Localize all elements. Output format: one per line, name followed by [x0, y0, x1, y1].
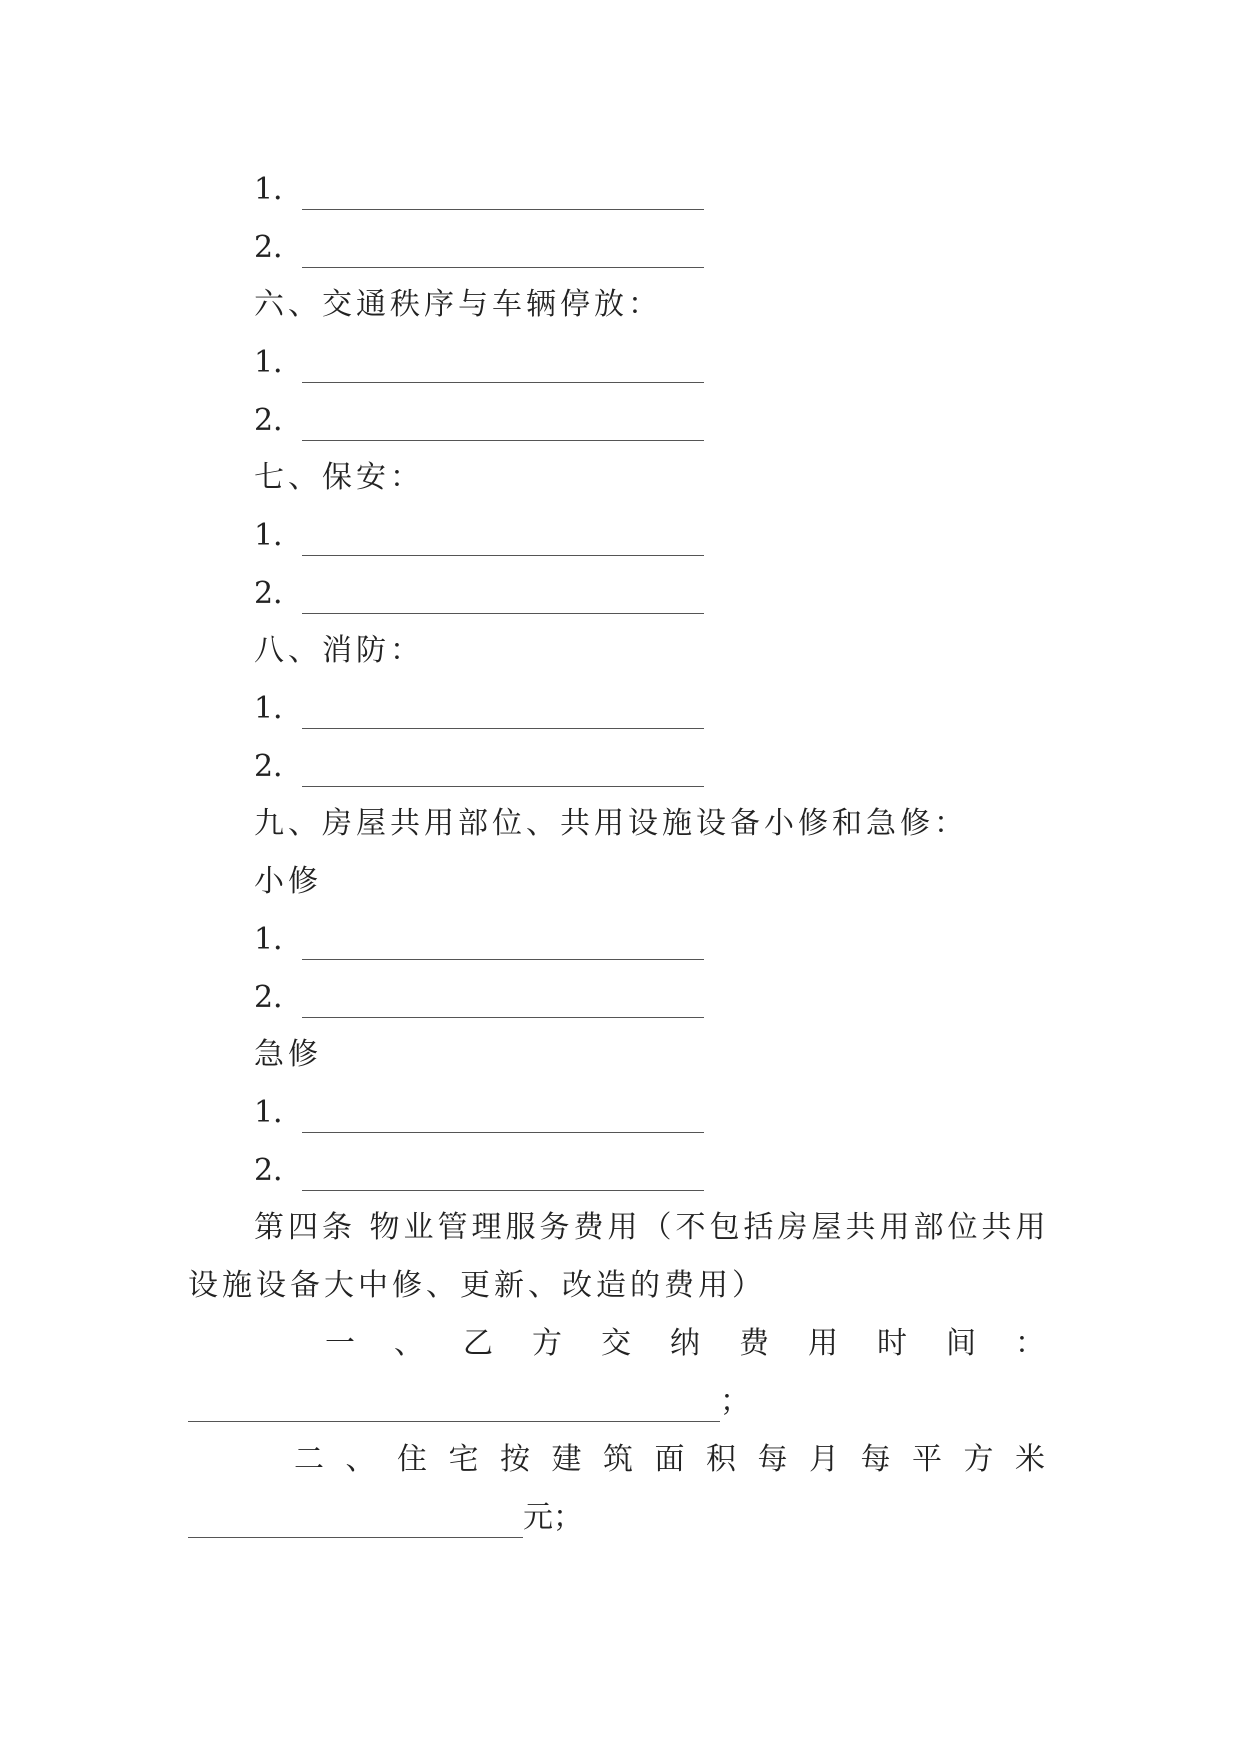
list-item	[254, 170, 704, 210]
clause-char: 建	[551, 1442, 582, 1477]
item-number: 2．	[254, 230, 304, 265]
fill-blank[interactable]	[302, 237, 704, 268]
article-4-title: 第四条 物业管理服务费用（不包括房屋共用部位共用	[254, 1210, 1050, 1245]
fill-blank[interactable]	[302, 1160, 704, 1191]
clause-char: 方	[963, 1442, 994, 1477]
fill-blank[interactable]	[302, 525, 704, 556]
item-number: 1．	[254, 345, 304, 380]
item-number: 2．	[254, 749, 304, 784]
list-item	[254, 978, 704, 1018]
item-number: 1．	[254, 691, 304, 726]
clause-char: 、	[394, 1326, 424, 1361]
fill-blank[interactable]	[302, 698, 704, 729]
section-heading: 七、保安：	[254, 460, 424, 495]
clause-char: 积	[706, 1442, 736, 1477]
subheading-urgent-repair: 急修	[254, 1037, 322, 1072]
item-number: 1．	[254, 922, 304, 957]
clause-char: 乙	[463, 1326, 493, 1361]
list-item	[254, 228, 704, 268]
clause-2-line	[294, 1440, 1045, 1480]
item-number: 2．	[254, 1153, 304, 1188]
list-item	[254, 1151, 704, 1191]
section-heading: 八、消防：	[254, 633, 424, 668]
fill-blank[interactable]	[188, 1391, 720, 1422]
item-number: 2．	[254, 576, 304, 611]
item-number: 2．	[254, 980, 304, 1015]
clause-char: 用	[808, 1326, 838, 1361]
clause-1-blank-line	[188, 1382, 750, 1422]
fill-blank[interactable]	[302, 987, 704, 1018]
list-item	[254, 401, 704, 441]
clause-char: 一	[325, 1326, 355, 1361]
fill-blank[interactable]	[302, 929, 704, 960]
list-item	[254, 574, 704, 614]
clause-char: 方	[532, 1326, 562, 1361]
section-heading: 九、房屋共用部位、共用设施设备小修和急修：	[254, 806, 968, 841]
fill-blank[interactable]	[302, 1102, 704, 1133]
clause-char: 按	[500, 1442, 530, 1477]
fill-blank[interactable]	[302, 179, 704, 210]
clause-char: 纳	[670, 1326, 700, 1361]
fill-blank[interactable]	[188, 1507, 523, 1538]
item-number: 1．	[254, 518, 304, 553]
clause-char: 交	[601, 1326, 631, 1361]
clause-1-line	[325, 1324, 1045, 1364]
fill-blank[interactable]	[302, 583, 704, 614]
clause-char: 住	[397, 1442, 427, 1477]
clause-char: 平	[912, 1442, 942, 1477]
clause-char: 时	[877, 1326, 907, 1361]
clause-char: 二	[294, 1442, 324, 1477]
fill-blank[interactable]	[302, 410, 704, 441]
item-number: 2．	[254, 403, 304, 438]
clause-2-end: 元；	[523, 1500, 583, 1535]
clause-char: 每	[757, 1442, 788, 1477]
item-number: 1．	[254, 172, 304, 207]
subheading-minor-repair: 小修	[254, 864, 322, 899]
clause-char: ：	[1015, 1326, 1045, 1361]
fill-blank[interactable]	[302, 352, 704, 383]
clause-char: 、	[345, 1442, 376, 1477]
clause-1-end: ；	[720, 1384, 750, 1419]
clause-char: 费	[739, 1326, 769, 1361]
article-4-title-cont: 设施设备大中修、更新、改造的费用）	[188, 1268, 766, 1303]
clause-char: 间	[946, 1326, 976, 1361]
clause-char: 每	[860, 1442, 891, 1477]
clause-char: 筑	[603, 1442, 633, 1477]
clause-char: 月	[809, 1442, 839, 1477]
clause-char: 米	[1015, 1442, 1045, 1477]
list-item	[254, 1093, 704, 1133]
list-item	[254, 747, 704, 787]
list-item	[254, 516, 704, 556]
list-item	[254, 920, 704, 960]
list-item	[254, 343, 704, 383]
section-heading: 六、交通秩序与车辆停放：	[254, 287, 662, 322]
item-number: 1．	[254, 1095, 304, 1130]
clause-char: 面	[654, 1442, 685, 1477]
list-item	[254, 689, 704, 729]
clause-char: 宅	[448, 1442, 479, 1477]
clause-2-blank-line	[188, 1498, 583, 1538]
fill-blank[interactable]	[302, 756, 704, 787]
